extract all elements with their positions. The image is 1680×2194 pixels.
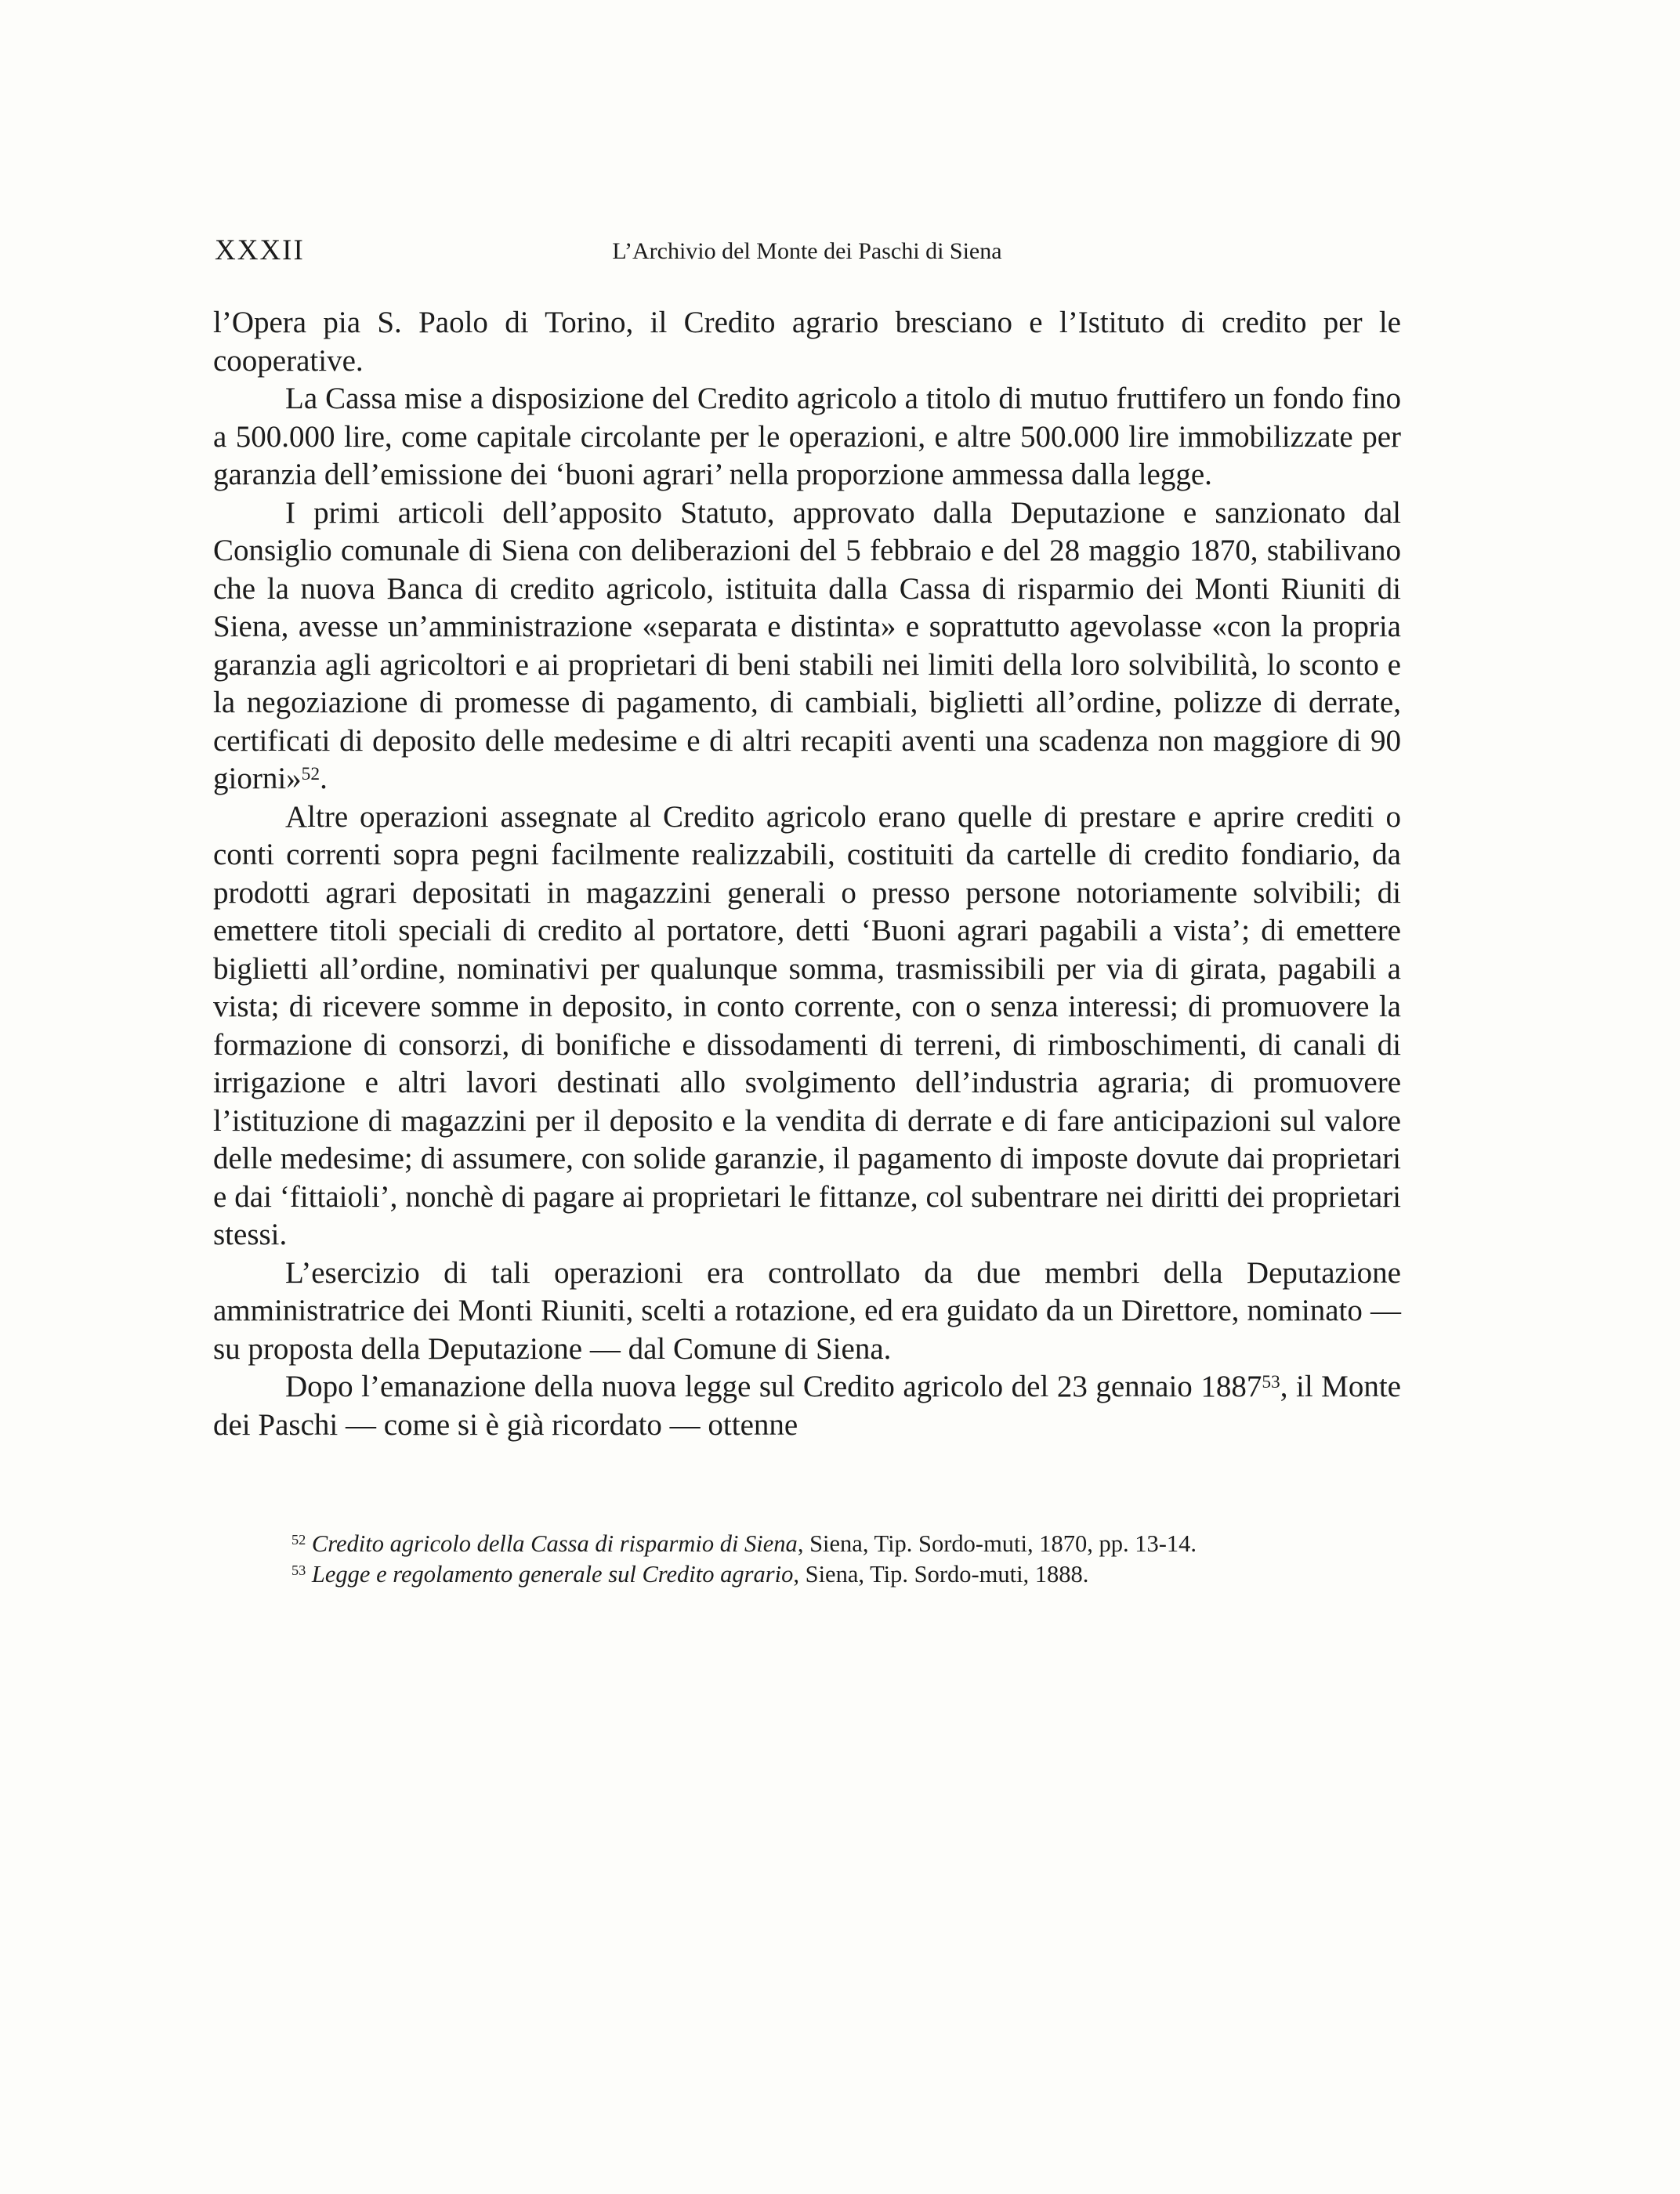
running-title: L’Archivio del Monte dei Paschi di Siena xyxy=(612,238,1002,264)
paragraph: L’esercizio di tali operazioni era controllato da due membri della Deputazione amministratrice dei Monti Riuniti, scelti a rotazione, ed era guidato da un Direttore, nominato — su proposta della Deputazione — dal Comune di Siena. xyxy=(213,1255,1401,1366)
page-number: XXXII xyxy=(215,234,305,266)
footnote-marker: 52 xyxy=(291,1532,306,1548)
paragraph: I primi articoli dell’apposito Statuto, approvato dalla Deputazione e sanzionato dal Consiglio comunale di Siena con deliberazioni del 5 febbraio e del 28 maggio 1870, stabilivano che la nuova Banca di credito agricolo, istituita dalla Cassa di risparmio dei Monti Riuniti di Siena, avesse un’amministrazione «separata e distinta» e soprattutto agevolasse «con la propria garanzia agli agricoltori e ai proprietari di beni stabili nei limiti della loro solvibilità, lo sconto e la negoziazione di promesse di pagamento, di cambiali, biglietti all’ordine, polizze di derrate, certificati di deposito delle medesime e di altri recapiti aventi una scadenza non maggiore di 90 giorni»$^{52}$. xyxy=(213,495,1401,795)
italic-citation-title: Credito agricolo della Cassa di risparmio di Siena xyxy=(311,1530,798,1557)
paragraph: Altre operazioni assegnate al Credito agricolo erano quelle di prestare e aprire crediti o conti correnti sopra pegni facilmente realizzabili, costituiti da cartelle di credito fondiario, da prodotti agrari depositati in magazzini generali o presso persone notoriamente solvibili; di emettere titoli speciali di credito al portatore, detti ‘Buoni agrari pagabili a vista’; di emettere biglietti all’ordine, nominativi per qualunque somma, trasmissibili per via di girata, pagabili a vista; di ricevere somme in deposito, in conto corrente, con o senza interessi; di promuovere la formazione di consorzi, di bonifiche e dissodamenti di terreni, di rimboschimenti, di canali di irrigazione e altri lavori destinati allo svolgimento dell’industria agraria; di promuovere l’istituzione di magazzini per il deposito e la vendita di derrate e di fare anticipazioni sul valore delle medesime; di assumere, con solide garanzie, il pagamento di imposte dovute dai proprietari e dai ‘fittaioli’, nonchè di pagare ai proprietari le fittanze, col subentrare nei diritti dei proprietari stessi. xyxy=(213,799,1401,1251)
paragraph: Dopo l’emanazione della nuova legge sul Credito agricolo del 23 gennaio 1887$^{53}$, il Monte dei Paschi — come si è già ricordato — ottenne xyxy=(213,1370,1401,1442)
footnote-marker: 53 xyxy=(1262,1371,1280,1392)
page-header xyxy=(213,232,1401,270)
footnote: $^{52}$ Credito agricolo della Cassa di risparmio di Siena, Siena, Tip. Sordo-muti, 1870, pp. 13-14. xyxy=(291,1530,1197,1557)
text-block xyxy=(213,232,1401,1590)
paragraph: l’Opera pia S. Paolo di Torino, il Credito agrario bresciano e l’Istituto di credito per le cooperative. xyxy=(213,306,1401,378)
footnote-marker: 53 xyxy=(291,1562,306,1579)
body-paragraphs xyxy=(213,304,1401,1444)
footnote: $^{53}$ Legge e regolamento generale sul Credito agrario, Siena, Tip. Sordo-muti, 1888. xyxy=(291,1561,1089,1588)
footnote-marker: 52 xyxy=(301,763,320,784)
italic-citation-title: Legge e regolamento generale sul Credito agrario xyxy=(311,1561,794,1588)
paragraph: La Cassa mise a disposizione del Credito agricolo a titolo di mutuo fruttifero un fondo fino a 500.000 lire, come capitale circolante per le operazioni, e altre 500.000 lire immobilizzate per garanzia dell’emissione dei ‘buoni agrari’ nella proporzione ammessa dalla legge. xyxy=(213,382,1401,491)
footnotes xyxy=(213,1529,1401,1590)
